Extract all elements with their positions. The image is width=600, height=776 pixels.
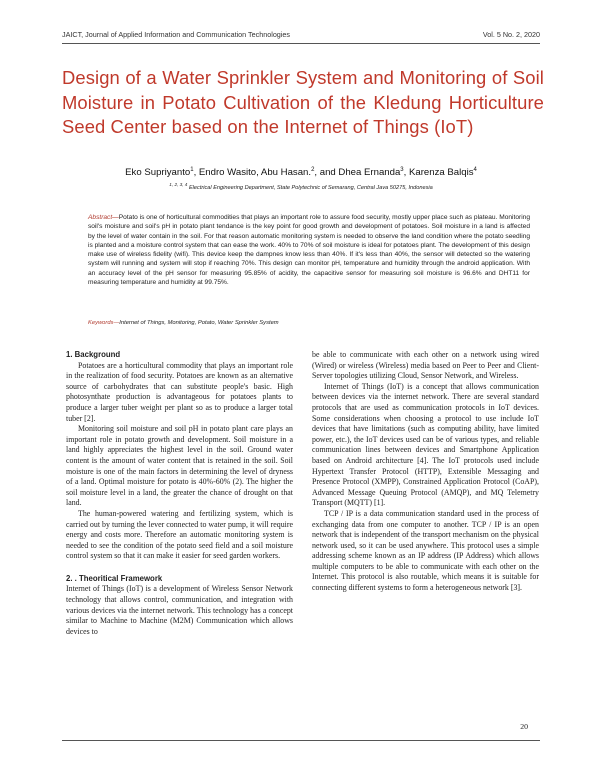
author-5: , Karenza Balqis	[403, 167, 474, 179]
paragraph: The human-powered watering and fertilizing system, which is carried out by turning the lever connected to water pump, it will require energy and costs more. Therefore an automatic monitoring system is needed to see the condition of the potato seed field and a soil moisture control system so that it can make it easier for seed garden workers.	[66, 508, 293, 561]
section-heading-theoretical-framework: 2. . Theoritical Framework	[66, 573, 163, 583]
paragraph: Internet of Things (IoT) is a concept that allows communication between devices via the internet network. There are several standard protocols that are used as communication protocols in IoT devices. Some considerations when choosing a protocol to use include IoT devices that have limitations (such as computing ability, have limited power, etc.), the IoT devices used can be of various types, and reliable communication lines between devices and Smartphone Application based on Android architecture [4]. The IoT protocols used include Hypertext Transfer Protocol (HTTP), Extensible Messaging and Presence Protocol (XMPP), Constrained Application Protocol (CoAP), Advanced Message Queuing Protocol (AMQP), and MQ Telemetry Transport (MQTT) [1].	[312, 381, 539, 508]
paper-title: Design of a Water Sprinkler System and Monitoring of Soil Moisture in Potato Cultivation of the Kledung Horticulture Seed Center based on the Internet of Things (IoT)	[62, 67, 544, 137]
paragraph: Internet of Things (IoT) is a development of Wireless Sensor Network technology that allows control, communication, and integration with various devices via the internet network. This technology has a concept similar to Machine to Machine (M2M) Communication which allows devices to	[66, 584, 293, 636]
author-4-sup: 4	[473, 167, 477, 173]
author-1: Eko Supriyanto	[125, 167, 191, 179]
footer-divider	[62, 740, 540, 741]
abstract-text: Potato is one of horticultural commodities that plays an important role to assure food security, mostly upper place such as plateau. Monitoring soil's moisture and soil's pH in potato plant tendance is the key point for good growth and development of potatoes. Soil moisture in a land is affected by the level of water contain in the soil. For that reason automatic monitoring system is needed to observe the land condition where the potato seedling is planted and a moisture control system that can ease the work. 40% to 70% of soil moisture is ideal for potatoes plant. The development of this design make use of wireless fidelity (wifi). This device keep the dampnes know less than 40%. If it's less than 40%, the sensor will detected so the watering system will running and system will stop if reaching 70%. This design can monitor pH, temperature and humidity through the android application. With an accuracy level of the pH sensor for measuring 95.85% of acidity, the capacitive sensor for measuring soil moisture is 96.6% and DHT11 for measuring temperature and humidity at 99.75%.	[88, 214, 530, 287]
paragraph: Monitoring soil moisture and soil pH in potato plant care plays an important role in potato growth and development. Soil moisture in a land highly appreciates the highest level in the soil. Ground water content is the amount of water content that is retained in the soil. Soil moisture is one of the main factors in determining the level of dryness of a land. Optimal moisture for potato is 40%-60% (2). The higher the soil moisture level in a land, the greater the chance of drought on that land.	[66, 424, 293, 508]
journal-name: JAICT, Journal of Applied Information and Communication Technologies	[62, 30, 290, 39]
affiliation-sup: 1, 2, 3, 4	[169, 182, 188, 187]
section-heading-background: 1. Background	[66, 350, 121, 359]
page-number: 20	[520, 722, 528, 731]
author-list	[62, 167, 540, 178]
paragraph: be able to communicate with each other on a network using wired (Wired) or wireless (Wireless) media based on Peer to Peer and Client-Server topologies utilizing Cloud, Sensor Network, and Wireless.	[312, 350, 539, 381]
keywords-label: Keywords—	[88, 320, 120, 326]
keywords	[88, 320, 530, 326]
left-column	[66, 350, 293, 637]
abstract	[88, 213, 530, 287]
paragraph: TCP / IP is a data communication standard used in the process of exchanging data from one computer to another. TCP / IP is an open network that is independent of the transport mechanism on the physical network used, so it can be used anywhere. This protocol uses a simple addressing scheme known as an IP address (IP Address) which allows multiple computers to be able to communicate with each other on the Internet. This protocol is also routable, which means it is suitable for connecting different systems to form a heterogeneous network [3].	[312, 508, 539, 593]
running-header	[62, 30, 540, 39]
author-4: , and Dhea Ernanda	[314, 167, 401, 179]
header-divider	[62, 43, 540, 44]
right-column	[312, 350, 539, 594]
author-2-3: , Endro Wasito, Abu Hasan.	[193, 167, 312, 179]
author-3-sup: 3	[400, 167, 404, 173]
affiliation	[62, 182, 540, 191]
affiliation-text: Electrical Engineering Department, State Polytechnic of Semarang, Central Java 50275, Indonesia	[187, 184, 433, 191]
keywords-text: Internet of Things, Monitoring, Potato, Water Sprinkler System	[119, 320, 279, 326]
author-1-sup: 1	[190, 167, 194, 173]
abstract-label: Abstract—	[88, 214, 119, 221]
paragraph: Potatoes are a horticultural commodity that plays an important role in the realization of food security. Potatoes are known as an alternative source of carbohydrates that can substitute people's basic. High photosynthate production is advantageous for potatoes plants to produce a larger tuber weight per plant so as to produce a larger total tuber [2].	[66, 360, 293, 423]
volume-info: Vol. 5 No. 2, 2020	[482, 30, 540, 39]
author-2-sup: 2	[311, 167, 315, 173]
